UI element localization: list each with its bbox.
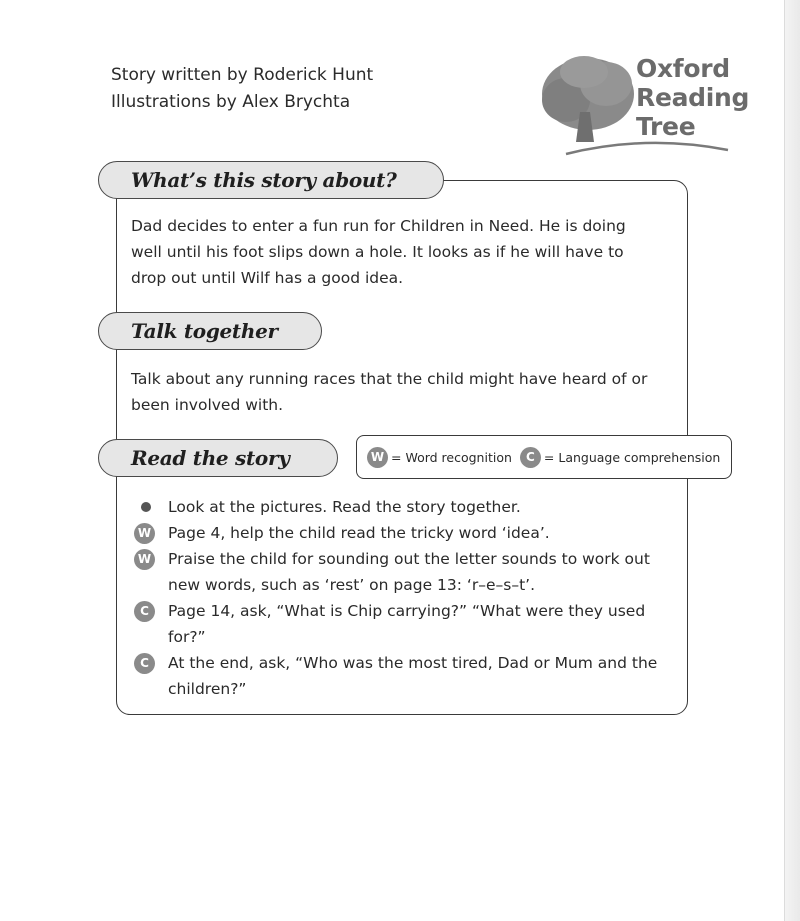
oxford-reading-tree-logo bbox=[536, 50, 750, 165]
logo-wordmark: Oxford Reading Tree bbox=[636, 54, 750, 141]
list-item: C At the end, ask, “Who was the most tired, Dad or Mum and the children?” bbox=[134, 650, 679, 702]
about-paragraph: Dad decides to enter a fun run for Children in Need. He is doing well until his foot slips down a hole. It looks as if he will have to drop out until Wilf has a good idea. bbox=[131, 217, 626, 287]
list-item: C Page 14, ask, “What is Chip carrying?” “What were they used for?” bbox=[134, 598, 679, 650]
story-credit: Story written by Roderick Hunt bbox=[111, 65, 374, 85]
list-item: Look at the pictures. Read the story together. bbox=[134, 494, 679, 520]
section-heading-read: Read the story bbox=[98, 439, 338, 477]
illustration-credit: Illustrations by Alex Brychta bbox=[111, 92, 351, 112]
word-recognition-icon: W bbox=[134, 523, 155, 544]
language-comprehension-icon: C bbox=[520, 447, 541, 468]
reading-tips-list bbox=[134, 494, 679, 702]
language-comprehension-icon: C bbox=[134, 601, 155, 622]
language-comprehension-icon: C bbox=[134, 653, 155, 674]
word-recognition-icon: W bbox=[367, 447, 388, 468]
section-heading-talk: Talk together bbox=[98, 312, 322, 350]
icon-key bbox=[356, 435, 732, 479]
word-recognition-label: = Word recognition bbox=[391, 449, 512, 465]
talk-paragraph: Talk about any running races that the child might have heard of or been involved with. bbox=[131, 370, 648, 414]
word-recognition-icon: W bbox=[134, 549, 155, 570]
list-item: W Page 4, help the child read the tricky word ‘idea’. bbox=[134, 520, 679, 546]
language-comprehension-label: = Language comprehension bbox=[543, 449, 721, 465]
page-edge bbox=[784, 0, 800, 921]
credits bbox=[111, 62, 373, 116]
bullet-dot-icon bbox=[141, 502, 151, 512]
list-item: W Praise the child for sounding out the letter sounds to work out new words, such as ‘rest’ on page 13: ‘r–e–s–t’. bbox=[134, 546, 679, 598]
section-heading-about: What’s this story about? bbox=[98, 161, 444, 199]
